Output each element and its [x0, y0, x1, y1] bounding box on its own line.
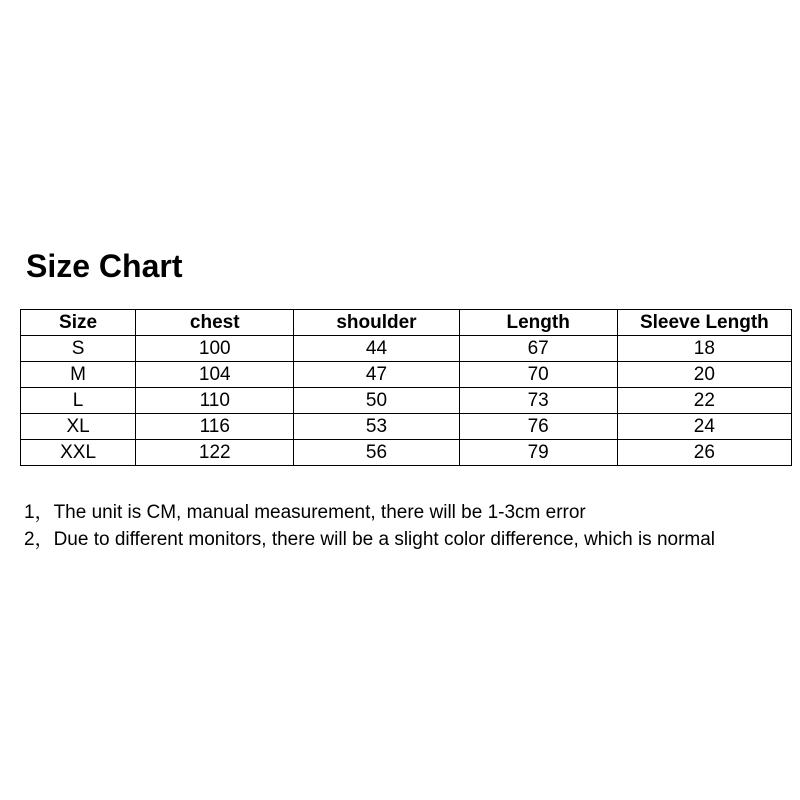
table-row: [21, 336, 792, 362]
cell-length: 79: [459, 440, 617, 466]
header-shoulder: shoulder: [294, 310, 459, 336]
header-size: Size: [21, 310, 136, 336]
cell-chest: 100: [136, 336, 294, 362]
cell-sleeve-length: 18: [617, 336, 791, 362]
table-row: [21, 440, 792, 466]
cell-sleeve-length: 26: [617, 440, 791, 466]
cell-sleeve-length: 20: [617, 362, 791, 388]
cell-length: 76: [459, 414, 617, 440]
cell-length: 70: [459, 362, 617, 388]
cell-shoulder: 47: [294, 362, 459, 388]
header-sleeve-length: Sleeve Length: [617, 310, 791, 336]
header-chest: chest: [136, 310, 294, 336]
cell-shoulder: 53: [294, 414, 459, 440]
cell-shoulder: 56: [294, 440, 459, 466]
cell-chest: 110: [136, 388, 294, 414]
cell-size: XL: [21, 414, 136, 440]
table-row: [21, 388, 792, 414]
cell-shoulder: 44: [294, 336, 459, 362]
table-header-row: [21, 310, 792, 336]
page-title: Size Chart: [26, 248, 183, 284]
cell-chest: 122: [136, 440, 294, 466]
cell-size: XXL: [21, 440, 136, 466]
notes: [24, 499, 715, 553]
cell-shoulder: 50: [294, 388, 459, 414]
cell-size: S: [21, 336, 136, 362]
cell-size: M: [21, 362, 136, 388]
cell-chest: 104: [136, 362, 294, 388]
header-length: Length: [459, 310, 617, 336]
cell-chest: 116: [136, 414, 294, 440]
note-item: 2，Due to different monitors, there will be a slight color difference, which is normal: [24, 529, 716, 550]
size-table: [20, 309, 792, 466]
cell-size: L: [21, 388, 136, 414]
cell-sleeve-length: 22: [617, 388, 791, 414]
note-item: 1，The unit is CM, manual measurement, there will be 1-3cm error: [24, 502, 586, 523]
table-row: [21, 362, 792, 388]
table-row: [21, 414, 792, 440]
cell-sleeve-length: 24: [617, 414, 791, 440]
cell-length: 67: [459, 336, 617, 362]
cell-length: 73: [459, 388, 617, 414]
